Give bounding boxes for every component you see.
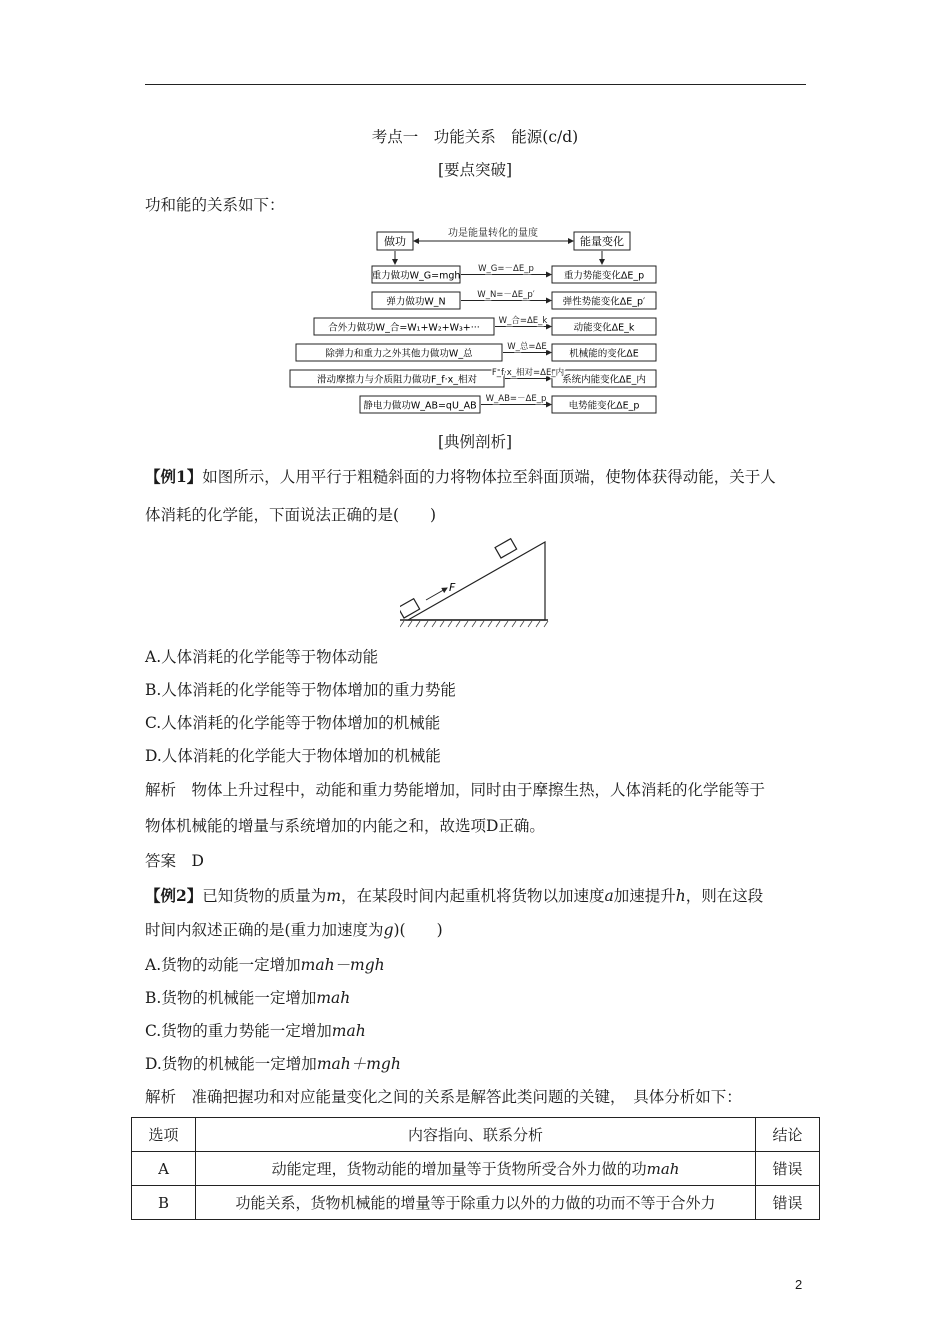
ex2-stem-text: 已知货物的质量为 <box>202 887 327 905</box>
ex1-line1 <box>145 467 776 487</box>
table-cell-result: 错误 <box>756 1152 820 1186</box>
table-cell-option: A <box>132 1152 196 1186</box>
diagram-right-label: 电势能变化ΔE_p <box>568 400 640 412</box>
box-energy-change-label: 能量变化 <box>580 235 624 248</box>
diagram-right-label: 弹性势能变化ΔE_p′ <box>562 296 646 308</box>
page-number: 2 <box>795 1277 803 1292</box>
ex2-option-text: D.货物的机械能一定增加 <box>145 1055 317 1073</box>
incline-figure <box>400 534 550 628</box>
diagram-left-label: 滑动摩擦力与介质阻力做功F_f·x_相对 <box>317 374 477 386</box>
ex2-option-b <box>145 988 350 1008</box>
diagram-left-label: 重力做功W_G=mgh <box>371 270 461 282</box>
ex2-option-expr: mah <box>316 989 351 1007</box>
diagram-arrow-label: W_N=－ΔE_p′ <box>477 290 535 300</box>
ex2-tag: 【例2】 <box>145 886 203 905</box>
ex1-option-b: B.人体消耗的化学能等于物体增加的重力势能 <box>145 681 456 699</box>
table-header: 结论 <box>756 1118 820 1152</box>
ex1-option-a: A.人体消耗的化学能等于物体动能 <box>145 648 379 666</box>
intro-text: 功和能的关系如下： <box>145 196 285 214</box>
ex2-stem-text: 时间内叙述正确的是(重力加速度为 <box>145 921 384 939</box>
ex1-option-c: C.人体消耗的化学能等于物体增加的机械能 <box>145 714 441 732</box>
subhead-key-points: [要点突破] <box>437 161 513 179</box>
diagram-rows <box>290 264 656 413</box>
ex2-option-expr: mah＋mgh <box>316 1055 401 1073</box>
table-cell-option: B <box>132 1186 196 1220</box>
ex1-tag: 【例1】 <box>145 467 203 486</box>
diagram-right-label: 重力势能变化ΔE_p <box>563 270 645 282</box>
table-cell-expr: mah <box>646 1160 680 1178</box>
ex2-stem-text: )( ) <box>393 921 443 939</box>
table-cell-content <box>196 1152 756 1186</box>
table-row <box>132 1186 820 1220</box>
ex1-answer: 答案 D <box>145 852 204 870</box>
ex2-stem-text: ，则在这段 <box>685 887 764 905</box>
header-rule <box>145 84 806 85</box>
ex2-option-d <box>145 1054 401 1074</box>
diagram-arrow-label: W_合=ΔE_k <box>498 316 548 326</box>
diagram-left-label: 静电力做功W_AB=qU_AB <box>363 400 477 412</box>
table-cell-text: 功能关系，货物机械能的增量等于除重力以外的力做的功而不等于合外力 <box>235 1194 716 1212</box>
top-arrow-label: 功是能量转化的量度 <box>448 228 538 239</box>
ex2-var-h: h <box>675 887 686 905</box>
ex2-stem-text: 加速提升 <box>613 887 676 905</box>
diagram-arrow-label: W_AB=－ΔE_p <box>485 394 547 404</box>
ex2-var-g: g <box>383 921 394 939</box>
diagram-left-label: 弹力做功W_N <box>386 296 446 308</box>
ex2-var-m: m <box>326 887 342 905</box>
ex2-analysis: 解析 准确把握功和对应能量变化之间的关系是解答此类问题的关键， 具体分析如下： <box>145 1088 742 1106</box>
diagram-left-label: 合外力做功W_合=W₁+W₂+W₃+··· <box>328 322 480 334</box>
ex1-analysis-2: 物体机械能的增量与系统增加的内能之和，故选项D正确。 <box>145 817 545 835</box>
diagram-arrow-label: W_总=ΔE <box>507 342 547 352</box>
ex2-line2 <box>145 920 443 940</box>
ex2-option-text: A.货物的动能一定增加 <box>145 956 301 974</box>
diagram-right-label: 动能变化ΔE_k <box>573 322 635 334</box>
table-cell-text: 动能定理，货物动能的增加量等于货物所受合外力做的功 <box>271 1160 647 1178</box>
ex2-option-text: C.货物的重力势能一定增加 <box>145 1022 332 1040</box>
ex1-stem-2: 体消耗的化学能，下面说法正确的是( ) <box>145 506 437 524</box>
ex1-option-d: D.人体消耗的化学能大于物体增加的机械能 <box>145 747 441 765</box>
ex2-line1 <box>145 886 763 906</box>
ex2-option-expr: mah <box>331 1022 366 1040</box>
ex2-var-a: a <box>604 887 614 905</box>
block-top <box>495 539 517 558</box>
ex2-option-expr: mah－mgh <box>300 956 385 974</box>
ex1-analysis-1: 解析 物体上升过程中，动能和重力势能增加，同时由于摩擦生热，人体消耗的化学能等于 <box>145 781 766 799</box>
ex2-option-text: B.货物的机械能一定增加 <box>145 989 317 1007</box>
table-cell-content <box>196 1186 756 1220</box>
table-row <box>132 1152 820 1186</box>
diagram-right-label: 系统内能变化ΔE_内 <box>562 374 646 386</box>
diagram-right-label: 机械能的变化ΔE <box>569 348 639 360</box>
ex2-option-c <box>145 1021 366 1041</box>
diagram-arrow-label: W_G=－ΔE_p <box>478 264 534 274</box>
box-work-label: 做功 <box>384 235 406 248</box>
force-arrow <box>426 588 447 600</box>
table-header: 内容指向、联系分析 <box>196 1118 756 1152</box>
subhead-examples: [典例剖析] <box>437 433 513 451</box>
work-energy-diagram <box>280 222 680 418</box>
section-title: 考点一 功能关系 能源(c/d) <box>371 128 579 146</box>
analysis-table <box>131 1117 820 1220</box>
table-header: 选项 <box>132 1118 196 1152</box>
diagram-arrow-label: F_f·x_相对=ΔE_内 <box>491 368 565 378</box>
incline-triangle <box>408 542 545 620</box>
force-label: F <box>449 581 456 594</box>
diagram-left-label: 除弹力和重力之外其他力做功W_总 <box>325 348 473 360</box>
ex2-stem-text: ，在某段时间内起重机将货物以加速度 <box>341 887 605 905</box>
ex1-stem-1: 如图所示，人用平行于粗糙斜面的力将物体拉至斜面顶端，使物体获得动能，关于人 <box>202 468 776 486</box>
table-header-row <box>132 1118 820 1152</box>
ground-hatching <box>400 621 548 627</box>
ex2-option-a <box>145 955 385 975</box>
table-cell-result: 错误 <box>756 1186 820 1220</box>
